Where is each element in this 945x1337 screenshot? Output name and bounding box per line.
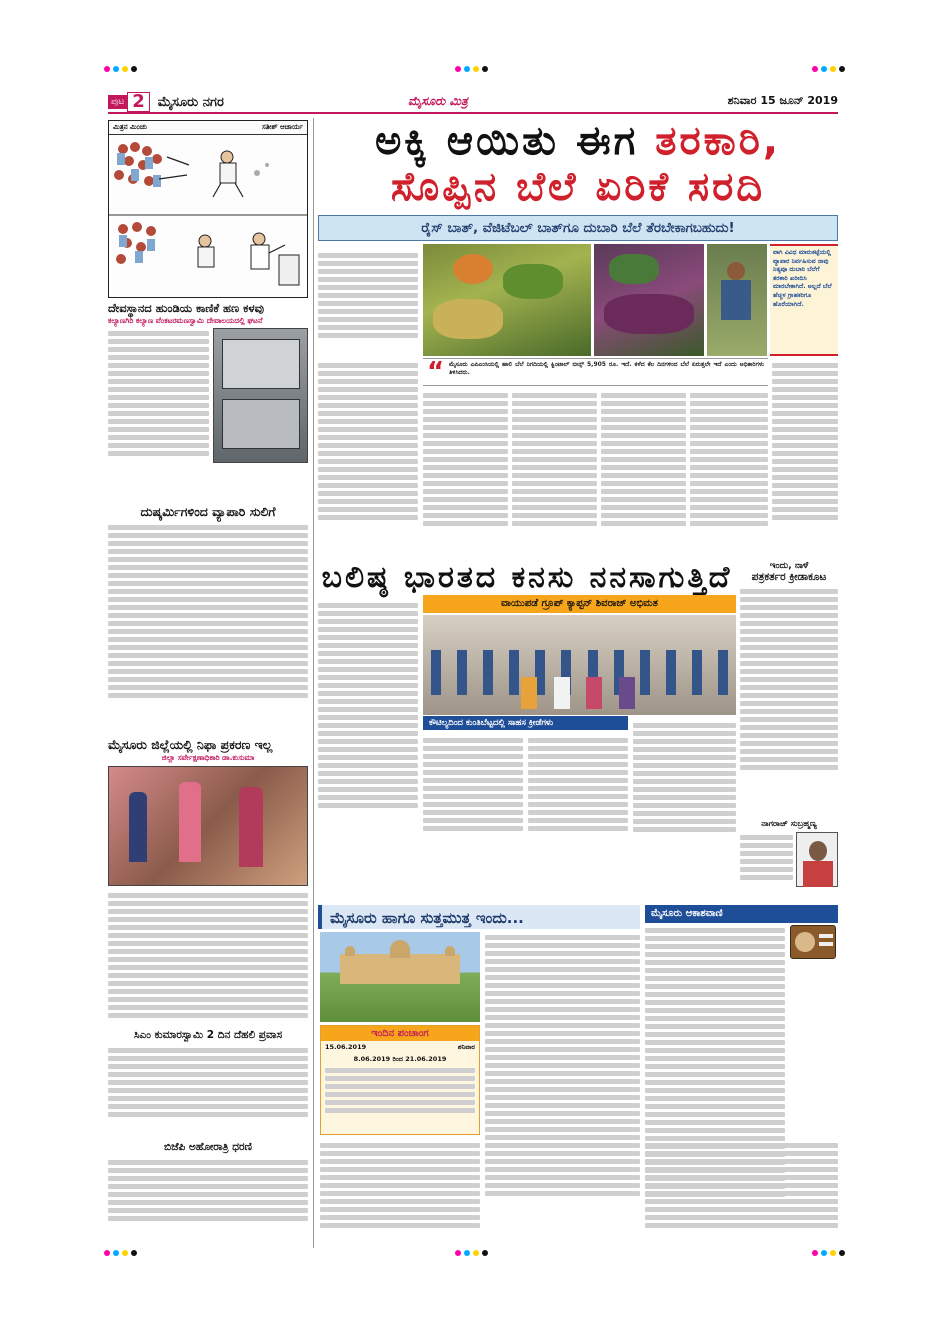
lead-headline-line-1	[318, 118, 838, 164]
cartoon-illustration	[109, 135, 307, 297]
strong-india-body-col4	[633, 720, 736, 855]
strong-india-body-col2	[423, 735, 523, 855]
masthead: ಮೈಸೂರು ಮಿತ್ರ	[408, 94, 468, 108]
page-number-badge	[108, 92, 224, 112]
article-body	[108, 1045, 308, 1137]
page-header	[108, 92, 838, 114]
lead-article-body-col5	[601, 390, 686, 555]
side-quote-text: ವಾಗಿ ವಿವಿಧ ಮಾರುಕಟ್ಟೆಯಲ್ಲಿ ವ್ಯಾಪಾರ ನಿರ್ವಹಿಸುವ ನಾವು ನಿತ್ಯವೂ ದುಬಾರಿ ಬೆಲೆಗೆ ತರಕಾರಿ ಖರೀದಿಸಿ ಮಾರಬೇಕಾಗಿದೆ. ಅಲ್ಲದೆ ಬೆಲೆ ಹೆಚ್ಚಳ ಗ್ರಾಹಕರಿಗೂ ಹೊರೆಯಾಗಿದೆ.	[773, 249, 832, 308]
headline: ಮೈಸೂರು ಜಿಲ್ಲೆಯಲ್ಲಿ ನಿಫಾ ಪ್ರಕರಣ ಇಲ್ಲ	[108, 738, 273, 752]
vegetable-photo-1	[423, 244, 591, 356]
article-body	[108, 1157, 308, 1242]
registration-marks-bottom-left	[104, 1250, 137, 1256]
dateline: ಶನಿವಾರ 15 ಜೂನ್ 2019	[727, 94, 838, 107]
kicker: ಇಂದು, ನಾಳೆ	[769, 562, 809, 571]
events-list-col1	[320, 1140, 480, 1245]
obituary-portrait	[796, 832, 838, 887]
headline: ಬಿಜೆಪಿ ಅಹೋರಾತ್ರಿ ಧರಣಿ	[164, 1142, 252, 1153]
subheadline: ಕಲ್ಯಾಣಗಿರಿ ಕಲ್ಯಾಣ ವೆಂಕಟರಮಣಸ್ವಾಮಿ ದೇವಾಲಯದಲ್ಲಿ ಘಟನೆ	[108, 315, 263, 325]
pull-quote-text: ಮೈಸೂರು ಎಪಿಎಂಸಿಯಲ್ಲಿ ಹಾಲಿ ಬೆಲೆ ನಿಗದಿಯಲ್ಲಿ ಕ್ವಿಂಟಾಲ್ ಬೀನ್ಸ್ 5,905 ರೂ. ಇದೆ. ಕಳೆದ ಕೆಲ ದಿನಗಳಿಂದ ಬೆಲೆ ಏರುತ್ತಲೇ ಇದೆ ಎಂದು ಅಧಿಕಾರಿಗಳು ತಿಳಿಸಿದರು.	[449, 361, 764, 377]
headline: ದೇವಸ್ಥಾನದ ಹುಂಡಿಯ ಕಾಣಿಕೆ ಹಣ ಕಳವು	[108, 302, 264, 315]
registration-marks-top-right	[812, 66, 845, 72]
quote-attribution-bar: ವಾಯುಪಡೆ ಗ್ರೂಪ್ ಕ್ಯಾಪ್ಟನ್ ಶಿವರಾಜ್ ಅಭಿಮತ	[423, 595, 736, 613]
story-nipah	[108, 738, 308, 1028]
article-body	[740, 832, 793, 892]
vegetable-photo-2	[594, 244, 704, 356]
palace-photo	[320, 932, 480, 1022]
lead-article-body-col6	[690, 390, 768, 555]
pull-quote: “ ಮೈಸೂರು ಎಪಿಎಂಸಿಯಲ್ಲಿ ಹಾಲಿ ಬೆಲೆ ನಿಗದಿಯಲ್ಲಿ ಕ್ವಿಂಟಾಲ್ ಬೀನ್ಸ್ 5,905 ರೂ. ಇದೆ. ಕಳೆದ ಕೆಲ ದಿನಗಳಿಂದ ಬೆಲೆ ಏರುತ್ತಲೇ ಇದೆ ಎಂದು ಅಧಿಕಾರಿಗಳು ತಿಳಿಸಿದರು.	[423, 358, 768, 386]
lead-headline-part-1: ಅಕ್ಕಿ ಆಯಿತು ಈಗ	[374, 118, 656, 164]
registration-marks-top-center	[455, 66, 488, 72]
lead-article-body-col1	[318, 250, 418, 355]
panchanga-details	[321, 1065, 479, 1125]
lead-headline-part-2: ತರಕಾರಿ,	[655, 118, 782, 164]
article-body	[108, 890, 308, 1028]
headline: ದುಷ್ಕರ್ಮಿಗಳಿಂದ ವ್ಯಾಪಾರಿ ಸುಲಿಗೆ	[140, 505, 276, 519]
panchanga-date: 15.06.2019	[325, 1043, 367, 1051]
banner-headline: ಬಲಿಷ್ಠ ಭಾರತದ ಕನಸು ನನಸಾಗುತ್ತಿದೆ	[321, 560, 733, 595]
lead-subheadline: ರೈಸ್ ಬಾತ್, ವೆಜಿಟೆಬಲ್ ಬಾತ್‌ಗೂ ದುಬಾರಿ ಬೆಲೆ ತೆರಬೇಕಾಗಬಹುದು!	[318, 215, 838, 241]
lead-article-body-col7	[772, 360, 838, 555]
story-merchant-robbery	[108, 505, 308, 735]
lead-article-body-col3	[423, 390, 508, 555]
headline: ಪತ್ರಕರ್ತರ ಕ್ರೀಡಾಕೂಟ	[751, 570, 827, 583]
cartoon	[108, 120, 308, 298]
subheadline: ಜಿಲ್ಲಾ ಸರ್ವೇಕ್ಷಣಾಧಿಕಾರಿ ಡಾ.ಕುಸುಮಾ	[161, 752, 255, 762]
panchanga-times: 8.06.2019 ರಿಂದ 21.06.2019	[353, 1055, 447, 1063]
story-cm-delhi	[108, 1030, 308, 1142]
story-temple-theft	[108, 302, 308, 502]
panchanga-title: ಇಂದಿನ ಪಂಚಾಂಗ	[321, 1026, 479, 1041]
headline: ಸಿಎಂ ಕುಮಾರಸ್ವಾಮಿ 2 ದಿನ ದೆಹಲಿ ಪ್ರವಾಸ	[133, 1030, 283, 1041]
radio-icon	[790, 925, 836, 959]
events-list-col2	[485, 932, 640, 1245]
story-obituary	[740, 820, 838, 900]
article-body	[108, 522, 308, 732]
story-journalists-sports	[740, 562, 838, 817]
cartoon-artist: ಸತೀಶ್ ಆಚಾರ್ಯ	[262, 123, 303, 131]
photo-caption: ಕೌಟಿಲ್ಯದಿಂದ ಕುಂತಿಬೆಟ್ಟದಲ್ಲಿ ಸಾಹಸ ಕ್ರೀಡೆಗಳು	[423, 716, 628, 730]
lead-article-body-col4	[512, 390, 597, 555]
students-photo	[423, 615, 736, 715]
registration-marks-bottom-center	[455, 1250, 488, 1256]
strong-india-body-col3	[528, 735, 628, 855]
story-bjp-protest	[108, 1142, 308, 1247]
page-number: 2	[127, 92, 150, 112]
panchanga-box	[320, 1025, 480, 1135]
temple-photo	[213, 328, 308, 463]
cartoon-title: ಮಿತ್ರನ ಮಿಂಚು	[113, 123, 147, 131]
radio-section-title: ಮೈಸೂರು ಆಕಾಶವಾಣಿ	[645, 905, 838, 923]
lead-article-body-col2	[318, 360, 418, 555]
headline: ನಾಗರಾಜ್ ಸುಬ್ರಹ್ಮಣ್ಯ	[761, 820, 817, 828]
events-section-title: ಮೈಸೂರು ಹಾಗೂ ಸುತ್ತಮುತ್ತ ಇಂದು...	[318, 905, 640, 929]
registration-marks-bottom-right	[812, 1250, 845, 1256]
strong-india-body-col1	[318, 600, 418, 850]
article-body	[108, 328, 209, 488]
hospital-photo	[108, 766, 308, 886]
page-label: ಪುಟ	[108, 95, 127, 109]
vendor-photo	[707, 244, 767, 356]
registration-marks-top-left	[104, 66, 137, 72]
panchanga-day: ಶನಿವಾರ	[457, 1043, 475, 1051]
column-rule	[313, 118, 314, 1248]
lead-headline-line-2: ಸೊಪ್ಪಿನ ಬೆಲೆ ಏರಿಕೆ ಸರದಿ	[390, 164, 766, 210]
article-body	[740, 586, 838, 811]
section-name: ಮೈಸೂರು ನಗರ	[157, 94, 224, 110]
side-quote	[770, 244, 838, 356]
radio-schedule-lower	[645, 1140, 838, 1245]
